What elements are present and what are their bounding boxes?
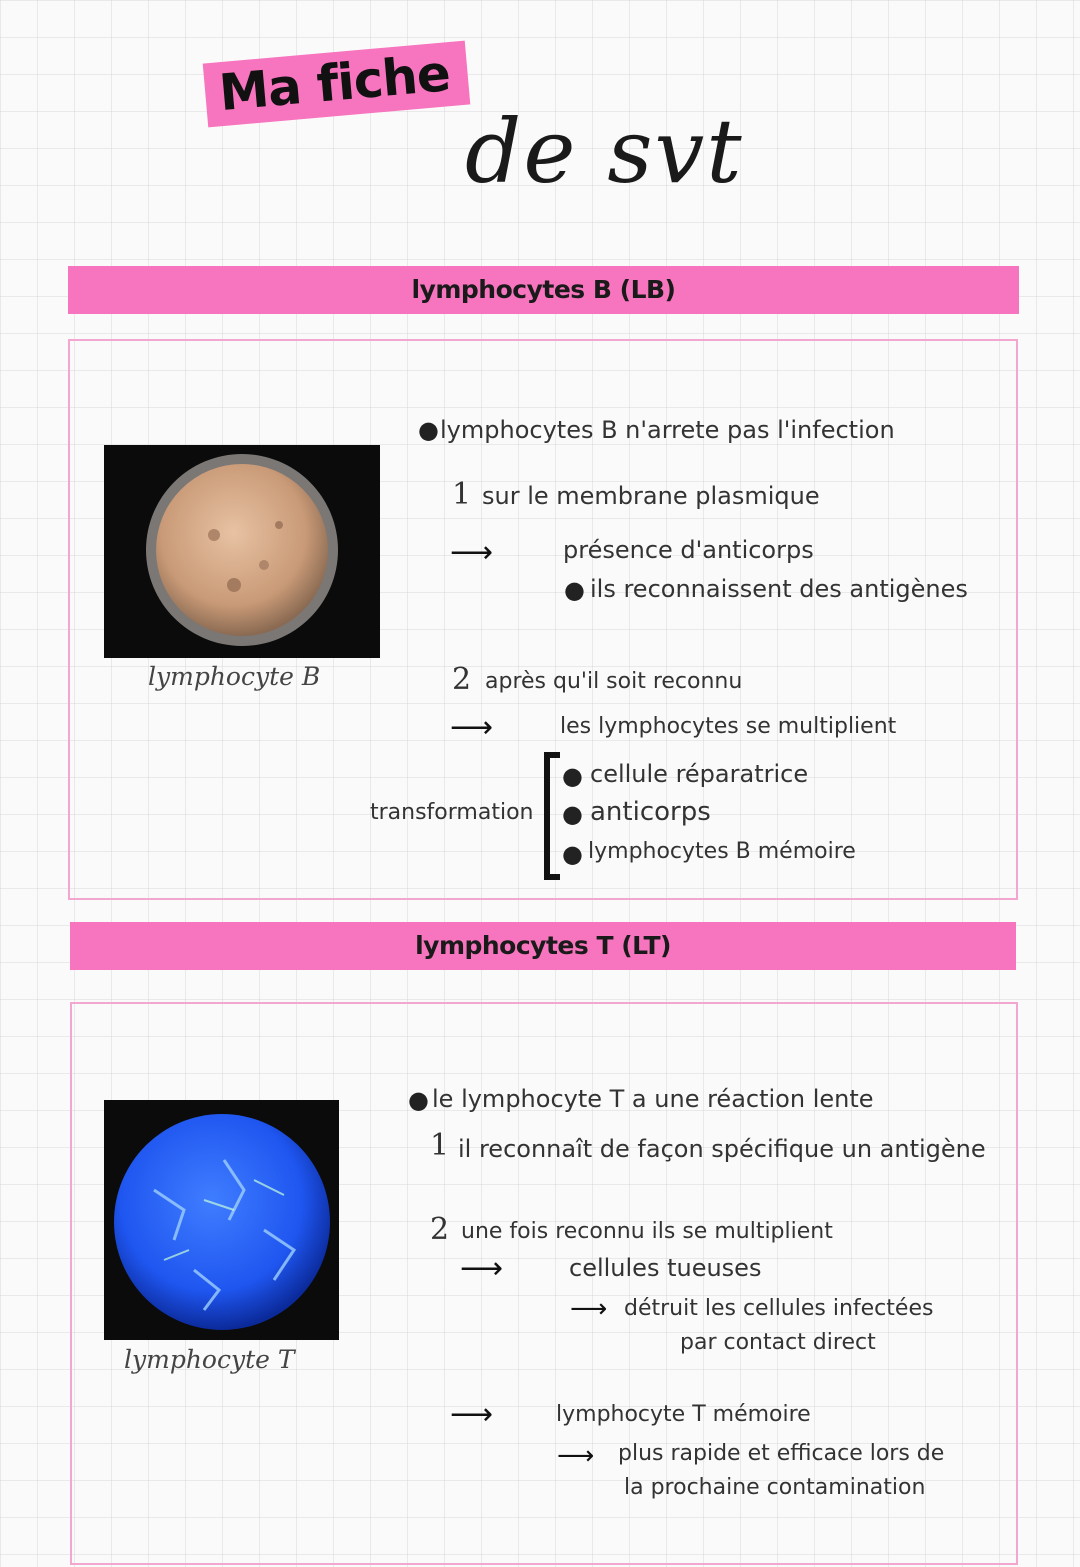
transformation-label: transformation <box>370 800 534 825</box>
title-main: Ma fiche <box>203 41 471 128</box>
bullet-icon: ● <box>562 762 583 790</box>
lymphocyte-t-cell-illustration <box>104 1100 339 1340</box>
arrow-right-icon: ⟶ <box>450 1397 494 1432</box>
bullet-icon: ● <box>408 1086 429 1114</box>
t-branch2-sub-line2: la prochaine contamination <box>624 1475 926 1500</box>
t-branch2-sub-line1: plus rapide et efficace lors de <box>618 1441 945 1466</box>
b-item: anticorps <box>590 797 711 827</box>
lymphocyte-b-caption: lymphocyte B <box>148 662 321 691</box>
section-b-header-label: lymphocytes B (LB) <box>411 275 676 304</box>
t-step1-number: 1 <box>430 1128 450 1163</box>
bullet-icon: ● <box>564 576 585 604</box>
t-branch1: cellules tueuses <box>569 1254 762 1282</box>
t-branch1-sub-line1: détruit les cellules infectées <box>624 1296 934 1321</box>
b-step1-text: sur le membrane plasmique <box>482 482 820 510</box>
bullet-icon: ● <box>562 800 583 828</box>
bullet-icon: ● <box>418 416 439 444</box>
t-step1-text: il reconnaît de façon spécifique un antigène <box>458 1135 986 1163</box>
section-b-header <box>68 266 1019 314</box>
lymphocyte-b-photo <box>104 445 380 658</box>
title-script: de svt <box>465 100 744 203</box>
arrow-right-icon: ⟶ <box>450 710 494 745</box>
bullet-icon: ● <box>562 840 583 868</box>
arrow-right-icon: ⟶ <box>460 1251 504 1286</box>
t-intro: le lymphocyte T a une réaction lente <box>432 1085 874 1113</box>
b-step2-arrow-text: les lymphocytes se multiplient <box>560 714 897 739</box>
b-step1-number: 1 <box>452 477 472 512</box>
t-step2-number: 2 <box>430 1212 450 1247</box>
b-intro: lymphocytes B n'arrete pas l'infection <box>440 416 895 444</box>
b-step1-sub: ils reconnaissent des antigènes <box>590 575 968 603</box>
lymphocyte-b-cell-illustration <box>104 445 380 658</box>
b-item: cellule réparatrice <box>590 760 809 788</box>
section-t-header-label: lymphocytes T (LT) <box>415 931 671 960</box>
lymphocyte-t-caption: lymphocyte T <box>124 1345 295 1374</box>
lymphocyte-t-photo <box>104 1100 339 1340</box>
arrow-right-icon: ⟶ <box>450 535 494 570</box>
b-step1-arrow-text: présence d'anticorps <box>563 536 814 564</box>
t-branch2: lymphocyte T mémoire <box>556 1402 811 1427</box>
b-item: lymphocytes B mémoire <box>588 839 856 864</box>
b-step2-number: 2 <box>452 662 472 697</box>
arrow-right-icon: ⟶ <box>557 1441 595 1471</box>
bracket-icon <box>544 752 560 880</box>
section-t-header <box>70 922 1016 970</box>
b-step2-text: après qu'il soit reconnu <box>485 669 743 694</box>
t-branch1-sub-line2: par contact direct <box>680 1330 876 1355</box>
arrow-right-icon: ⟶ <box>570 1294 608 1324</box>
t-step2-text: une fois reconnu ils se multiplient <box>461 1219 833 1244</box>
